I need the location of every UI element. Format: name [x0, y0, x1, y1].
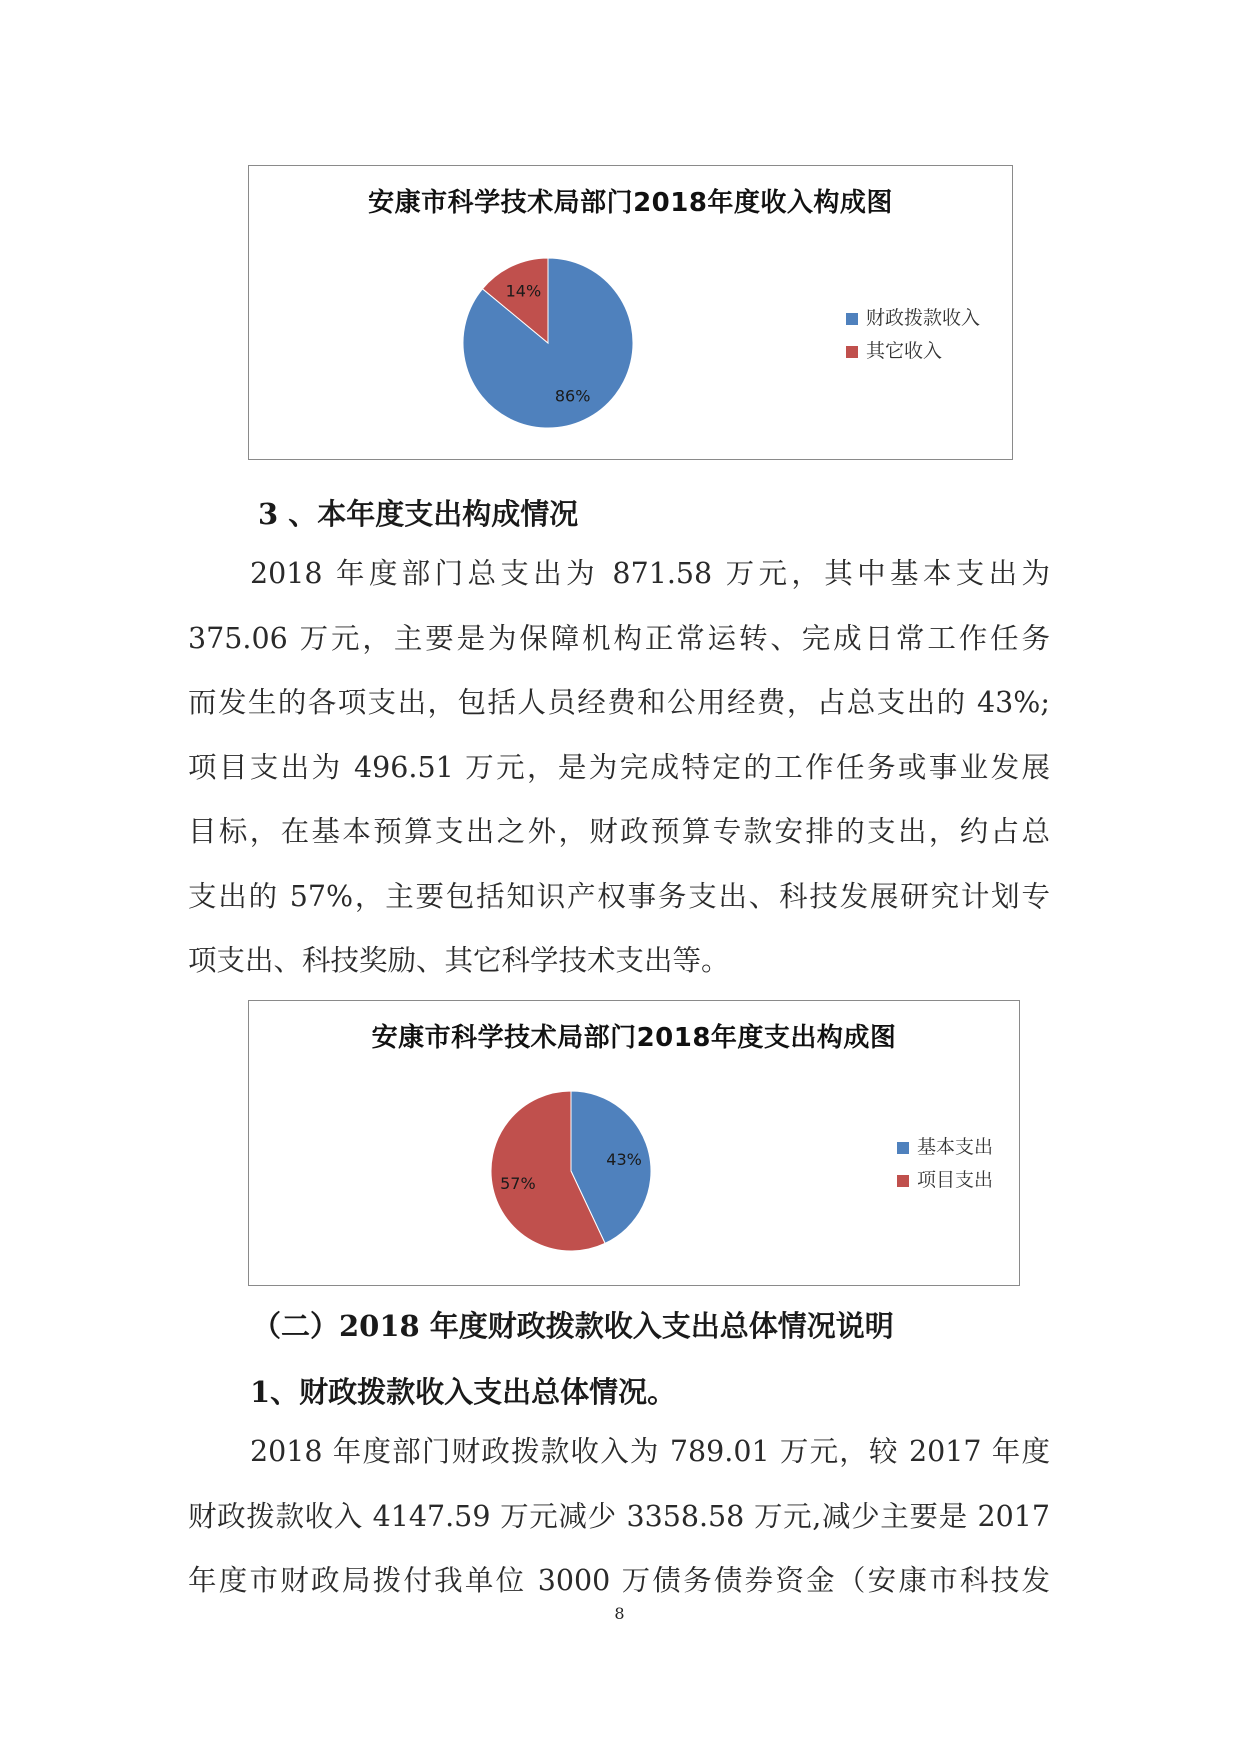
income-legend-item-other [846, 335, 980, 368]
expense-chart [248, 1000, 1020, 1286]
expense-label-2: 57% [500, 1173, 536, 1193]
expense-chart-title: 安康市科学技术局部门2018年度支出构成图 [371, 1023, 897, 1053]
section-two-line-2: 财政拨款收入 4147.59 万元减少 3358.58 万元,减少主要是 2017 [188, 1499, 1050, 1533]
income-legend-label-other: 其它收入 [866, 340, 943, 362]
expense-label-1: 43% [606, 1150, 642, 1170]
income-chart [248, 165, 1013, 460]
expense-legend-label-project: 项目支出 [917, 1169, 994, 1191]
expense-legend-item-basic [897, 1131, 993, 1164]
section-two-line-3: 年度市财政局拨付我单位 3000 万债务债券资金（安康市科技发 [188, 1564, 1050, 1597]
section3-line-7: 项支出、科技奖励、其它科学技术支出等。 [188, 944, 730, 977]
section-two-heading: （二）2018 年度财政拨款收入支出总体情况说明 [252, 1309, 894, 1343]
expense-legend [897, 1131, 993, 1197]
income-chart-title: 安康市科学技术局部门2018年度收入构成图 [368, 188, 893, 218]
income-label-1: 86% [554, 386, 591, 406]
section3-line-6: 支出的 57%，主要包括知识产权事务支出、科技发展研究计划专 [188, 879, 1050, 913]
page-number: 8 [614, 1604, 625, 1623]
income-label-2: 14% [505, 281, 542, 301]
section-two-paragraph [188, 1420, 1050, 1614]
section3-line-4: 项目支出为 496.51 万元，是为完成特定的工作任务或事业发展 [188, 750, 1050, 784]
legend-swatch-red [897, 1175, 909, 1187]
section3-heading: 3 、本年度支出构成情况 [258, 497, 579, 531]
expense-legend-item-project [897, 1164, 993, 1197]
section-two-line-1: 2018 年度部门财政拨款收入为 789.01 万元，较 2017 年度 [250, 1435, 1050, 1468]
section3-line-2: 375.06 万元，主要是为保障机构正常运转、完成日常工作任务 [188, 621, 1050, 655]
legend-swatch-blue [897, 1142, 909, 1154]
income-legend-label-fiscal: 财政拨款收入 [866, 307, 981, 329]
income-legend-item-fiscal [846, 302, 980, 335]
section-two-subheading: 1、财政拨款收入支出总体情况。 [250, 1375, 677, 1409]
section3-line-1: 2018 年度部门总支出为 871.58 万元，其中基本支出为 [250, 557, 1050, 590]
legend-swatch-red [846, 346, 858, 358]
legend-swatch-blue [846, 313, 858, 325]
income-legend [846, 302, 980, 368]
expense-legend-label-basic: 基本支出 [917, 1136, 994, 1158]
section3-line-3: 而发生的各项支出，包括人员经费和公用经费，占总支出的 43%; [188, 686, 1050, 719]
section3-paragraph [188, 542, 1050, 994]
section3-line-5: 目标，在基本预算支出之外，财政预算专款安排的支出，约占总 [188, 815, 1050, 848]
